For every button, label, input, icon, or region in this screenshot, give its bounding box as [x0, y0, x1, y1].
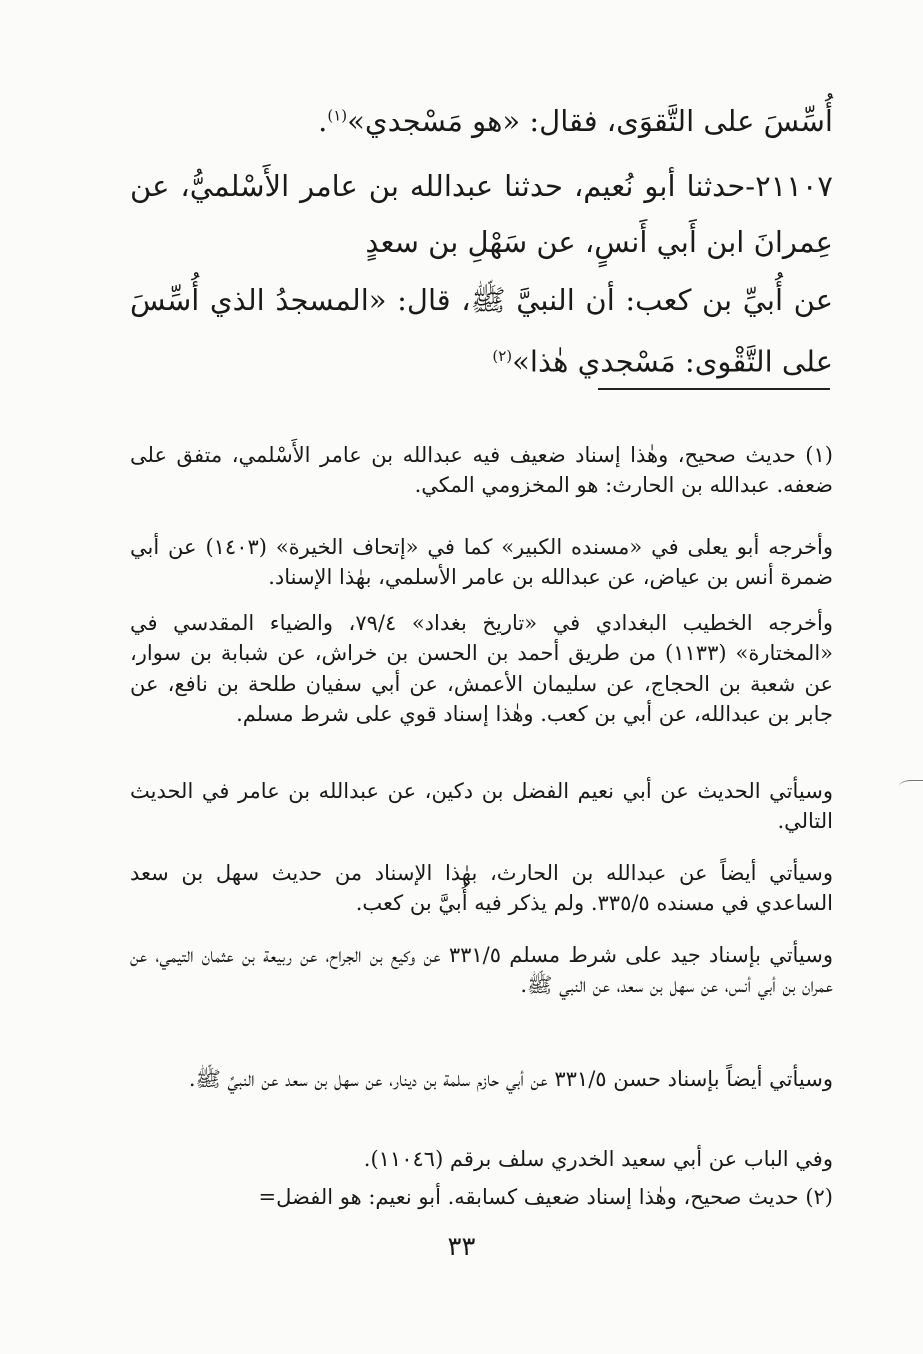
matn-paragraph [130, 272, 833, 390]
footnote-1-para-6: وسيأتي بإسناد جيد على شرط مسلم ٣٣١/٥ عن وكيع بن الجراح، عن ربيعة بن عثمان التيمي، عن عمران بن أبي أنس، عن سهل بن سعد، عن النبي ﷺ. [130, 943, 834, 998]
footnote-1-para-5: وسيأتي أيضاً عن عبدالله بن الحارث، بهٰذا الإسناد من حديث سهل بن سعد الساعدي في مسنده ٣٣٥/٥. ولم يذكر فيه أُبيَّ بن كعب. [130, 861, 833, 916]
footnote-2: (٢) حديث صحيح، وهٰذا إسناد ضعيف كسابقه. أبو نعيم: هو الفضل= [258, 1185, 833, 1209]
footnote-1-para-4: وسيأتي الحديث عن أبي نعيم الفضل بن دكين، عن عبدالله بن عامر في الحديث التالي. [130, 779, 833, 834]
footnote-1-para-7: وسيأتي أيضاً بإسناد حسن ٣٣١/٥ عن أبي حازم سلمة بن دينار، عن سهل بن سعد عن النبيِّ ﷺ. [188, 1067, 833, 1091]
footnote-1: (١) حديث صحيح، وهٰذا إسناد ضعيف فيه عبدالله بن عامر الأَسْلمي، متفق على ضعفه. عبدالله بن الحارث: هو المخزومي المكي. [130, 443, 833, 498]
main-text-line-1: أُسِّسَ على التَّقوَى، فقال: «هو مَسْجدي»$^{(١)}$. [318, 104, 833, 138]
footnote-1-para-3: وأخرجه الخطيب البغدادي في «تاريخ بغداد» ٧٩/٤، والضياء المقدسي في «المختارة» (١١٣٣) من طريق أحمد بن الحسن بن خراش، عن شبابة بن سوار، عن شعبة بن الحجاج، عن سليمان الأعمش، عن أبي سفيان طلحة بن نافع، عن جابر بن عبدالله، عن أبي بن كعب. وهٰذا إسناد قوي على شرط مسلم. [130, 611, 834, 727]
hadith-chain-part-1: حدثنا أبو نُعيم، حدثنا عبدالله بن عامر الأَسْلميُّ، عن عِمرانَ [130, 169, 833, 259]
hadith-number: ٢١١٠٧- [745, 169, 833, 203]
footnote-ref-1: (١) [327, 106, 348, 125]
footnote-1-para-8: وفي الباب عن أبي سعيد الخدري سلف برقم (١١٠٤٦). [363, 1147, 833, 1171]
matn-part-1: عن أُبيِّ بن كعب: أن النبيَّ ﷺ، قال: «المسجدُ الذي أُسِّسَ [130, 283, 833, 317]
footnote-1-para-2: وأخرجه أبو يعلى في «مسنده الكبير» كما في «إتحاف الخيرة» (١٤٠٣) عن أبي ضمرة أنس بن عياض، عن عبدالله بن عامر الأسلمي، بهٰذا الإسناد. [130, 535, 833, 590]
footnote-separator [598, 388, 830, 390]
matn-part-2: على التَّقْوى: مَسْجدي هٰذا» [512, 344, 833, 379]
margin-mark [899, 780, 923, 793]
footnote-ref-2: (٢) [492, 347, 513, 365]
hadith-paragraph [130, 158, 833, 270]
hadith-chain-part-2: ابن أَبي أَنسٍ، عن سَهْلِ بن سعدٍ [365, 225, 745, 259]
page-number: ٣٣ [447, 1232, 476, 1262]
